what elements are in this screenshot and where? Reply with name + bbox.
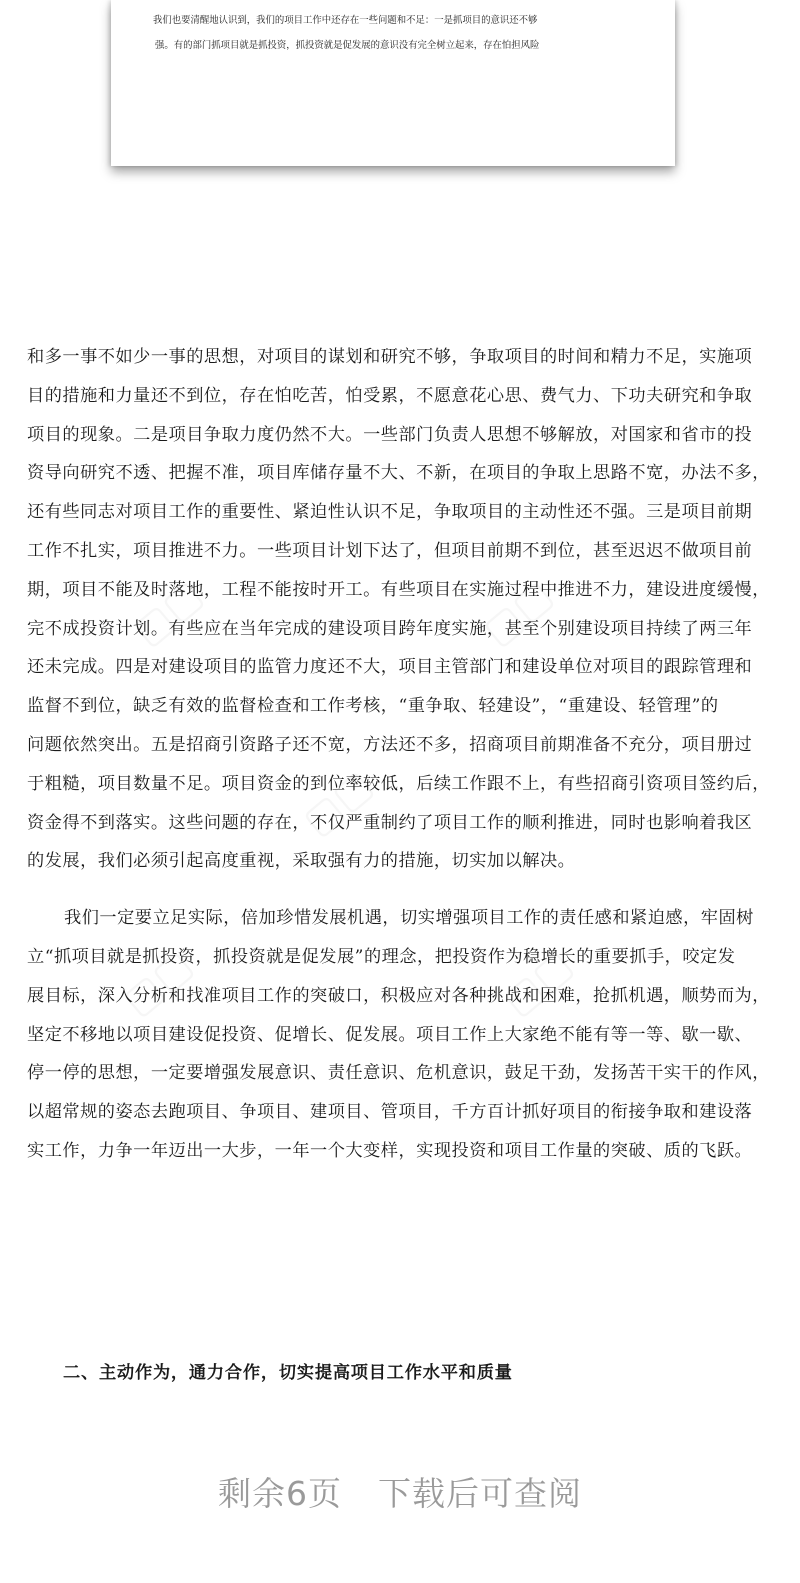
text-line: 还有些同志对项目工作的重要性、紧迫性认识不足，争取项目的主动性还不强。三是项目前期 [27,502,753,523]
watermark: ▢▢ [124,571,212,655]
text-line: 资导向研究不透、把握不准，项目库储存量不大、不新，在项目的争取上思路不宽，办法不多， [27,463,770,484]
section-heading: 二、主动作为，通力合作，切实提高项目工作水平和质量 [63,1363,513,1383]
text-line: 目的措施和力量还不到位，存在怕吃苦，怕受累，不愿意花心思、费气力、下功夫研究和争取 [27,385,753,406]
text-line: 和多一事不如少一事的思想，对项目的谋划和研究不够，争取项目的时间和精力不足，实施项 [27,347,753,367]
text-line: 我们一定要立足实际，倍加珍惜发展机遇，切实增强项目工作的责任感和紧迫感，牢固树 [64,908,754,929]
text-line: 实工作，力争一年迈出一大步，一年一个大变样，实现投资和项目工作量的突破、质的飞跃。 [27,1140,753,1161]
text-line: 的发展，我们必须引起高度重视，采取强有力的措施，切实加以解决。 [27,851,576,872]
watermark: ▢▢ [474,571,562,655]
watermark: ▢▢ [114,941,202,1025]
text-line: 以超常规的姿态去跑项目、争项目、建项目、管项目，千方百计抓好项目的衔接争取和建设落 [27,1102,753,1123]
download-hint: 下载后可查阅 [378,1474,582,1513]
remaining-pages-notice[interactable] [0,1468,800,1515]
watermark: ▢▢ [494,941,582,1025]
text-line: 停一停的思想，一定要增强发展意识、责任意识、危机意识，鼓足干劲，发扬苦干实干的作风， [27,1063,770,1084]
document-body [27,338,772,1171]
text-line: 期，项目不能及时落地，工程不能按时开工。有些项目在实施过程中推进不力，建设进度缓慢， [27,579,770,600]
text-line: 展目标，深入分析和找准项目工作的突破口，积极应对各种挑战和困难，抢抓机遇，顺势而为， [27,985,770,1006]
text-line: 于粗糙，项目数量不足。项目资金的到位率较低，后续工作跟不上，有些招商引资项目签约后， [27,773,770,794]
watermark: ▢▢ [294,761,382,845]
preview-line: 我们也要清醒地认识到，我们的项目工作中还存在一些问题和不足：一是抓项目的意识还不够 [153,15,538,26]
text-line: 坚定不移地以项目建设促投资、促增长、促发展。项目工作上大家绝不能有等一等、歇一歇、 [27,1024,753,1045]
paragraph-1 [27,338,772,881]
text-line: 工作不扎实，项目推进不力。一些项目计划下达了，但项目前期不到位，甚至迟迟不做项目前 [27,540,753,561]
text-line: 资金得不到落实。这些问题的存在，不仅严重制约了项目工作的顺利推进，同时也影响着我区 [27,812,753,833]
text-line: 立“抓项目就是抓投资，抓投资就是促发展”的理念，把投资作为稳增长的重要抓手，咬定发 [27,946,736,967]
paragraph-2 [27,899,772,1171]
preview-page-card [111,0,675,166]
text-line: 监督不到位，缺乏有效的监督检查和工作考核，“重争取、轻建设”，“重建设、轻管理”的 [27,696,719,717]
text-line: 完不成投资计划。有些应在当年完成的建设项目跨年度实施，甚至个别建设项目持续了两三年 [27,618,753,639]
remaining-pages-count: 剩余6页 [218,1474,342,1513]
preview-line: 强。有的部门抓项目就是抓投资，抓投资就是促发展的意识没有完全树立起来，存在怕担风险 [155,40,540,51]
text-line: 还未完成。四是对建设项目的监管力度还不大，项目主管部门和建设单位对项目的跟踪管理和 [27,657,753,678]
text-line: 项目的现象。二是项目争取力度仍然不大。一些部门负责人思想不够解放，对国家和省市的投 [27,424,753,445]
text-line: 问题依然突出。五是招商引资路子还不宽，方法还不多，招商项目前期准备不充分，项目册过 [27,734,753,755]
